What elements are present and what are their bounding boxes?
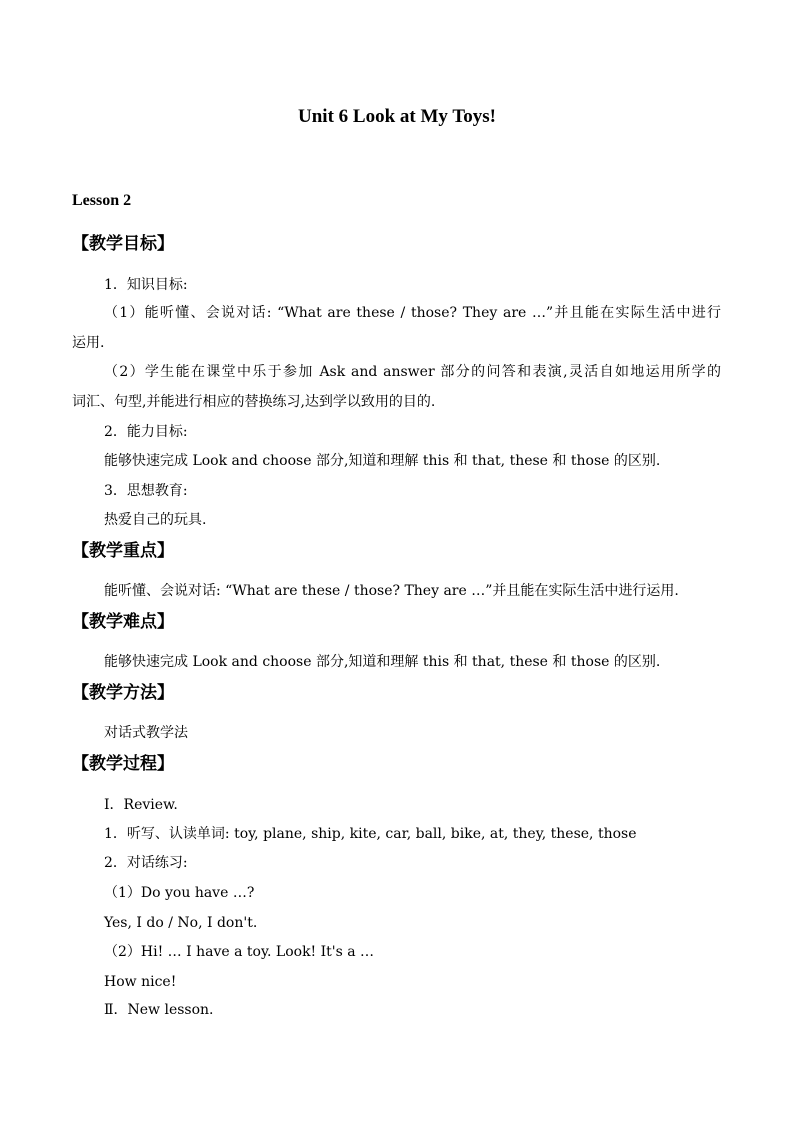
objectives-line: 能够快速完成 Look and choose 部分,知道和理解 this 和 that, these 和 those 的区别. [104,453,661,469]
key-points-heading: 【教学重点】 [72,541,174,561]
objectives-heading: 【教学目标】 [72,234,174,254]
methods-heading: 【教学方法】 [72,683,174,703]
objectives-line: 3．思想教育: [104,483,188,499]
objectives-line: （1）能听懂、会说对话: “What are these / those? They are …”并且能在实际生活中进行 [104,305,721,321]
process-line: 2．对话练习: [104,855,188,871]
process-line: Ⅱ．New lesson. [104,1002,214,1018]
key-points-line: 能听懂、会说对话: “What are these / those? They are …”并且能在实际生活中进行运用. [104,583,679,599]
objectives-line: 词汇、句型,并能进行相应的替换练习,达到学以致用的目的. [72,394,436,410]
objectives-line: 1．知识目标: [104,277,188,293]
process-line: （2）Hi! … I have a toy. Look! It's a … [104,944,375,960]
objectives-line: 运用. [72,335,105,351]
process-line: How nice! [104,974,177,990]
objectives-line: 2．能力目标: [104,424,188,440]
process-line: Ⅰ．Review. [104,797,178,813]
process-heading: 【教学过程】 [72,754,174,774]
process-line: （1）Do you have …? [104,885,255,901]
process-line: Yes, I do / No, I don't. [104,915,258,931]
difficulties-heading: 【教学难点】 [72,612,174,632]
objectives-line: 热爱自己的玩具. [104,512,207,528]
lesson-heading: Lesson 2 [72,192,132,209]
document-title: Unit 6 Look at My Toys! [298,106,496,127]
methods-line: 对话式教学法 [104,725,188,741]
process-line: 1．听写、认读单词: toy, plane, ship, kite, car, ball, bike, at, they, these, those [104,826,637,842]
difficulties-line: 能够快速完成 Look and choose 部分,知道和理解 this 和 that, these 和 those 的区别. [104,654,661,670]
objectives-line: （2）学生能在课堂中乐于参加 Ask and answer 部分的问答和表演,灵活自如地运用所学的 [104,364,721,380]
